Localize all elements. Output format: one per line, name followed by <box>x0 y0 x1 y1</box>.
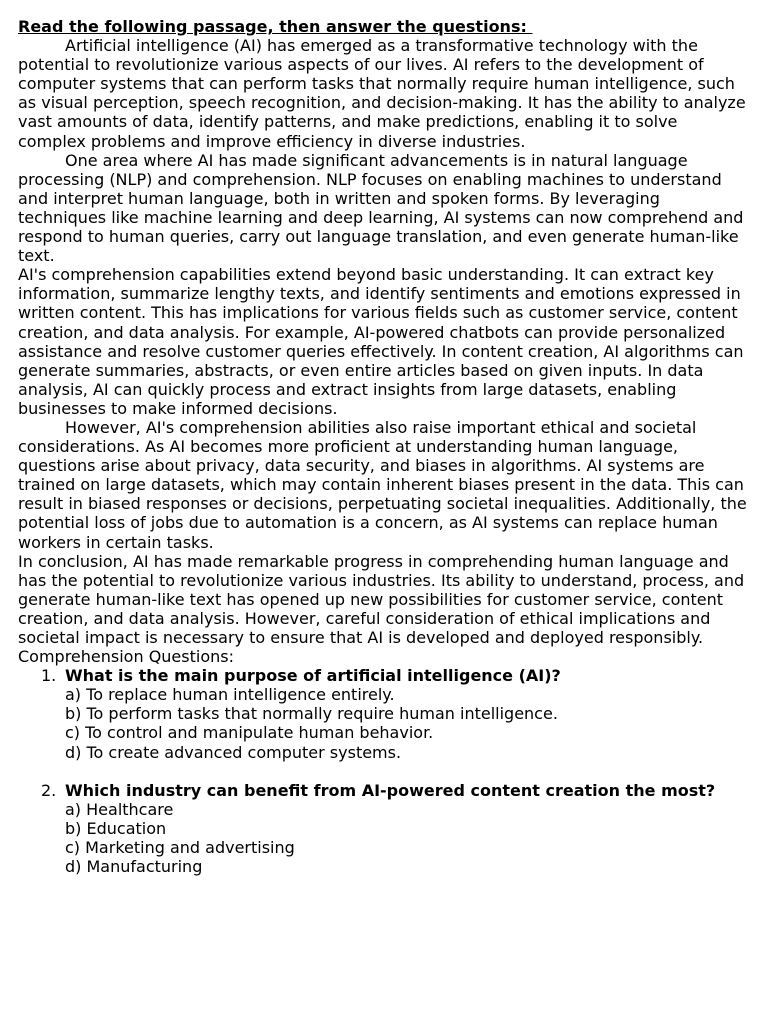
passage-heading: Read the following passage, then answer the questions: <box>18 17 533 36</box>
question-number: 1. <box>41 666 57 686</box>
paragraph-1: Artificial intelligence (AI) has emerged as a transformative technology with the potential to revolutionize various aspects of our lives. AI refers to the development of computer systems that can perform tasks that normally require human intelligence, such as visual perception, speech recognition, and decision-making. It has the ability to analyze vast amounts of data, identify patterns, and make predictions, enabling it to solve complex problems and improve efficiency in diverse industries. <box>18 36 746 151</box>
answer-option: b) To perform tasks that normally require human intelligence. <box>65 704 558 724</box>
question-1 <box>18 666 750 761</box>
answer-option: a) To replace human intelligence entirely. <box>65 685 395 705</box>
question-text: Which industry can benefit from AI-powered content creation the most? <box>65 780 716 800</box>
answer-option: c) To control and manipulate human behavior. <box>65 723 434 743</box>
paragraph-2: One area where AI has made significant advancements is in natural language processing (NLP) and comprehension. NLP focuses on enabling machines to understand and interpret human language, both in written and spoken forms. By leveraging techniques like machine learning and deep learning, AI systems can now comprehend and respond to human queries, carry out language translation, and even generate human-like text. <box>18 150 744 266</box>
paragraph-3: AI's comprehension capabilities extend beyond basic understanding. It can extract key information, summarize lengthy texts, and identify sentiments and emotions expressed in written content. This has implications for various fields such as customer service, content creation, and data analysis. For example, AI-powered chatbots can provide personalized assistance and resolve customer queries effectively. In content creation, AI algorithms can generate summaries, abstracts, or even entire articles based on given inputs. In data analysis, AI can quickly process and extract insights from large datasets, enabling businesses to make informed decisions. <box>18 265 744 418</box>
question-text: What is the main purpose of artificial intelligence (AI)? <box>65 666 561 686</box>
questions-list <box>18 666 750 876</box>
answer-option: a) Healthcare <box>65 799 174 819</box>
questions-label: Comprehension Questions: <box>18 647 234 667</box>
answer-option: d) Manufacturing <box>65 857 203 877</box>
question-2 <box>18 781 750 876</box>
question-spacer <box>18 762 750 781</box>
paragraph-4: However, AI's comprehension abilities also raise important ethical and societal considerations. As AI becomes more proficient at understanding human language, questions arise about privacy, data security, and biases in algorithms. AI systems are trained on large datasets, which may contain inherent biases present in the data. This can result in biased responses or decisions, perpetuating societal inequalities. Additionally, the potential loss of jobs due to automation is a concern, as AI systems can replace human workers in certain tasks. <box>18 417 747 552</box>
paragraph-5: In conclusion, AI has made remarkable progress in comprehending human language and has the potential to revolutionize various industries. Its ability to understand, process, and generate human-like text has opened up new possibilities for customer service, content creation, and data analysis. However, careful consideration of ethical implications and societal impact is necessary to ensure that AI is developed and deployed responsibly. <box>18 551 745 647</box>
answer-option: c) Marketing and advertising <box>65 838 295 858</box>
answer-option: d) To create advanced computer systems. <box>65 742 402 762</box>
question-number: 2. <box>41 780 57 800</box>
answer-option: b) Education <box>65 818 167 838</box>
passage-body <box>18 36 750 647</box>
